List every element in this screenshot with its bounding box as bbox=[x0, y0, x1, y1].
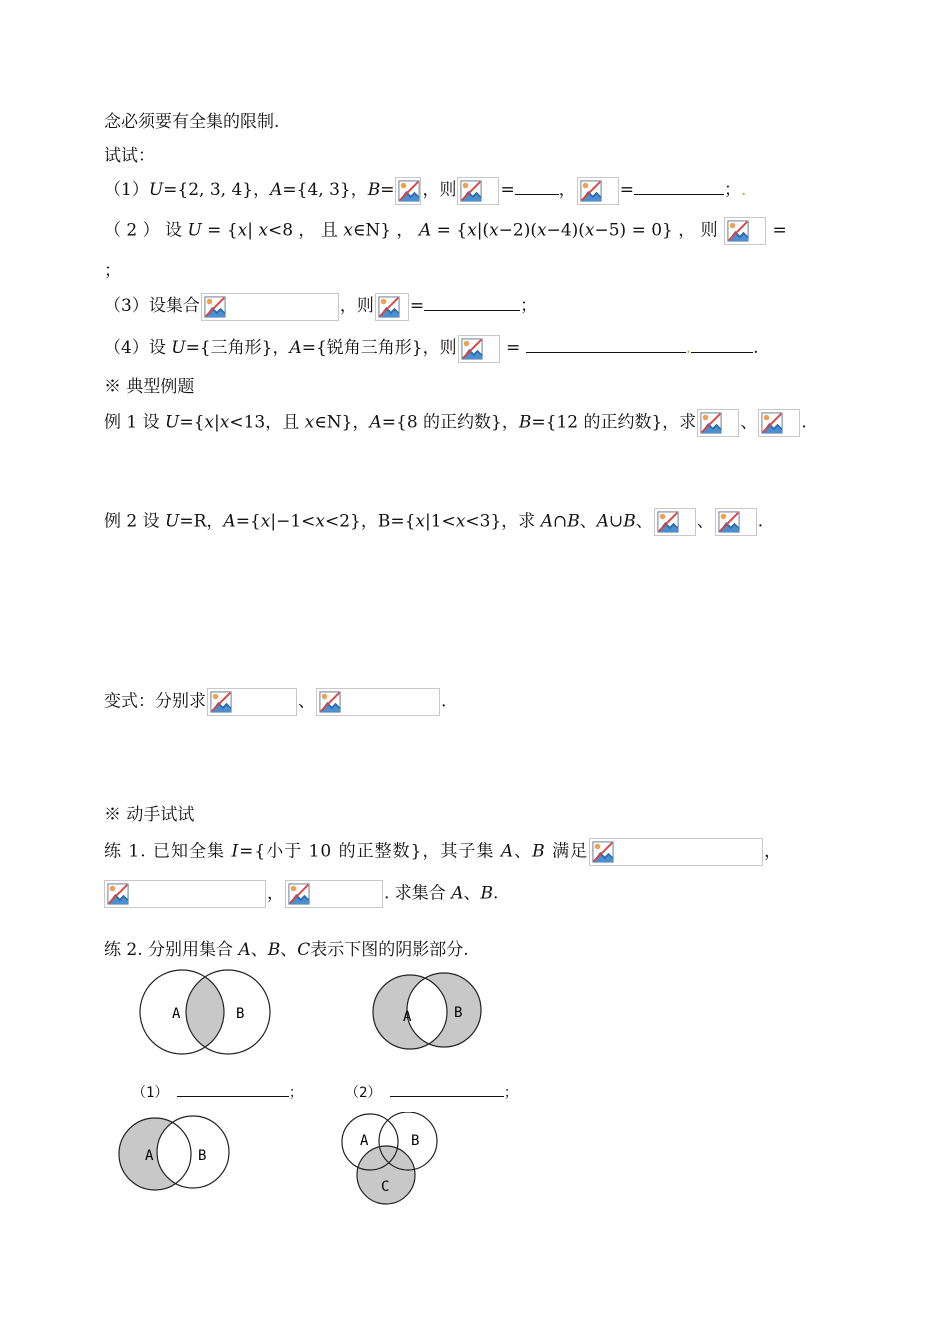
answer-blank[interactable] bbox=[177, 1078, 289, 1097]
formula-image-icon bbox=[201, 293, 339, 321]
try-title: 试试： bbox=[104, 146, 155, 166]
venn-label-a: A bbox=[172, 1006, 181, 1022]
typical-examples-title: ※ 典型例题 bbox=[104, 377, 195, 397]
practice-1: 练 1. 已知全集 I={小于 10 的正整数}，其子集 A、B 满足 ， bbox=[104, 838, 782, 866]
venn-diagram-4 bbox=[340, 1112, 445, 1207]
formula-image-icon bbox=[458, 335, 500, 363]
answer-blank[interactable] bbox=[634, 176, 724, 195]
formula-image-icon bbox=[395, 177, 421, 205]
venn-diagram-2 bbox=[365, 965, 490, 1055]
answer-blank[interactable] bbox=[515, 176, 559, 195]
practice-title: ※ 动手试试 bbox=[104, 805, 195, 825]
formula-image-icon bbox=[715, 508, 757, 536]
formula-image-icon bbox=[758, 409, 800, 437]
question-1: （1）U={2, 3, 4}，A={4, 3}，B= ，则 = ， = ；. bbox=[104, 176, 746, 205]
venn-label-a: A bbox=[145, 1148, 154, 1164]
venn-label-c: C bbox=[381, 1179, 390, 1195]
practice-1-cont: ， . 求集合 A、B. bbox=[104, 880, 498, 908]
venn-label-a: A bbox=[403, 1009, 412, 1025]
venn-label-b: B bbox=[198, 1148, 207, 1164]
question-2-end: ； bbox=[104, 261, 121, 281]
formula-image-icon bbox=[654, 508, 696, 536]
formula-image-icon bbox=[207, 688, 297, 716]
example-2: 例 2 设 U=R，A={x|−1<x<2}，B={x|1<x<3}，求 A∩B、A∪B、 、 . bbox=[104, 508, 763, 536]
venn-label-b: B bbox=[236, 1006, 245, 1022]
formula-image-icon bbox=[375, 293, 409, 321]
diagram-2-answer: （2） ； bbox=[345, 1078, 518, 1106]
venn-label-a: A bbox=[360, 1133, 369, 1149]
venn-diagram-1 bbox=[130, 965, 280, 1060]
intro-line: 念必须要有全集的限制. bbox=[104, 112, 280, 132]
example-1: 例 1 设 U={x|x<13，且 x∈N}，A={8 的正约数}，B={12 的正约数}，求 、 . bbox=[104, 409, 807, 437]
formula-image-icon bbox=[697, 409, 739, 437]
formula-image-icon bbox=[285, 880, 383, 908]
diagram-1-answer: （1） ； bbox=[132, 1078, 303, 1106]
formula-image-icon bbox=[316, 688, 440, 716]
question-3: （3）设集合 ，则 = ； bbox=[104, 292, 537, 321]
formula-image-icon bbox=[577, 177, 619, 205]
venn-diagram-3 bbox=[112, 1112, 237, 1192]
practice-2: 练 2. 分别用集合 A、B、C表示下图的阴影部分. bbox=[104, 940, 469, 960]
answer-blank[interactable] bbox=[424, 292, 520, 311]
formula-image-icon bbox=[104, 880, 266, 908]
answer-blank[interactable] bbox=[526, 334, 686, 353]
venn-label-b: B bbox=[411, 1133, 420, 1149]
answer-blank[interactable] bbox=[390, 1078, 504, 1097]
variant: 变式：分别求 、 . bbox=[104, 688, 446, 716]
formula-image-icon bbox=[589, 838, 763, 866]
formula-image-icon bbox=[457, 177, 499, 205]
formula-image-icon bbox=[724, 217, 766, 245]
answer-blank[interactable] bbox=[691, 334, 753, 353]
question-4: （4）设 U={三角形}，A={锐角三角形}，则 = . . bbox=[104, 334, 759, 363]
venn-label-b: B bbox=[454, 1005, 463, 1021]
question-2: （ 2 ） 设 U = {x| x<8 ， 且 x∈N} ， A = {x|(x−2)(x−4)(x−5) = 0} ， 则 = bbox=[104, 217, 787, 245]
